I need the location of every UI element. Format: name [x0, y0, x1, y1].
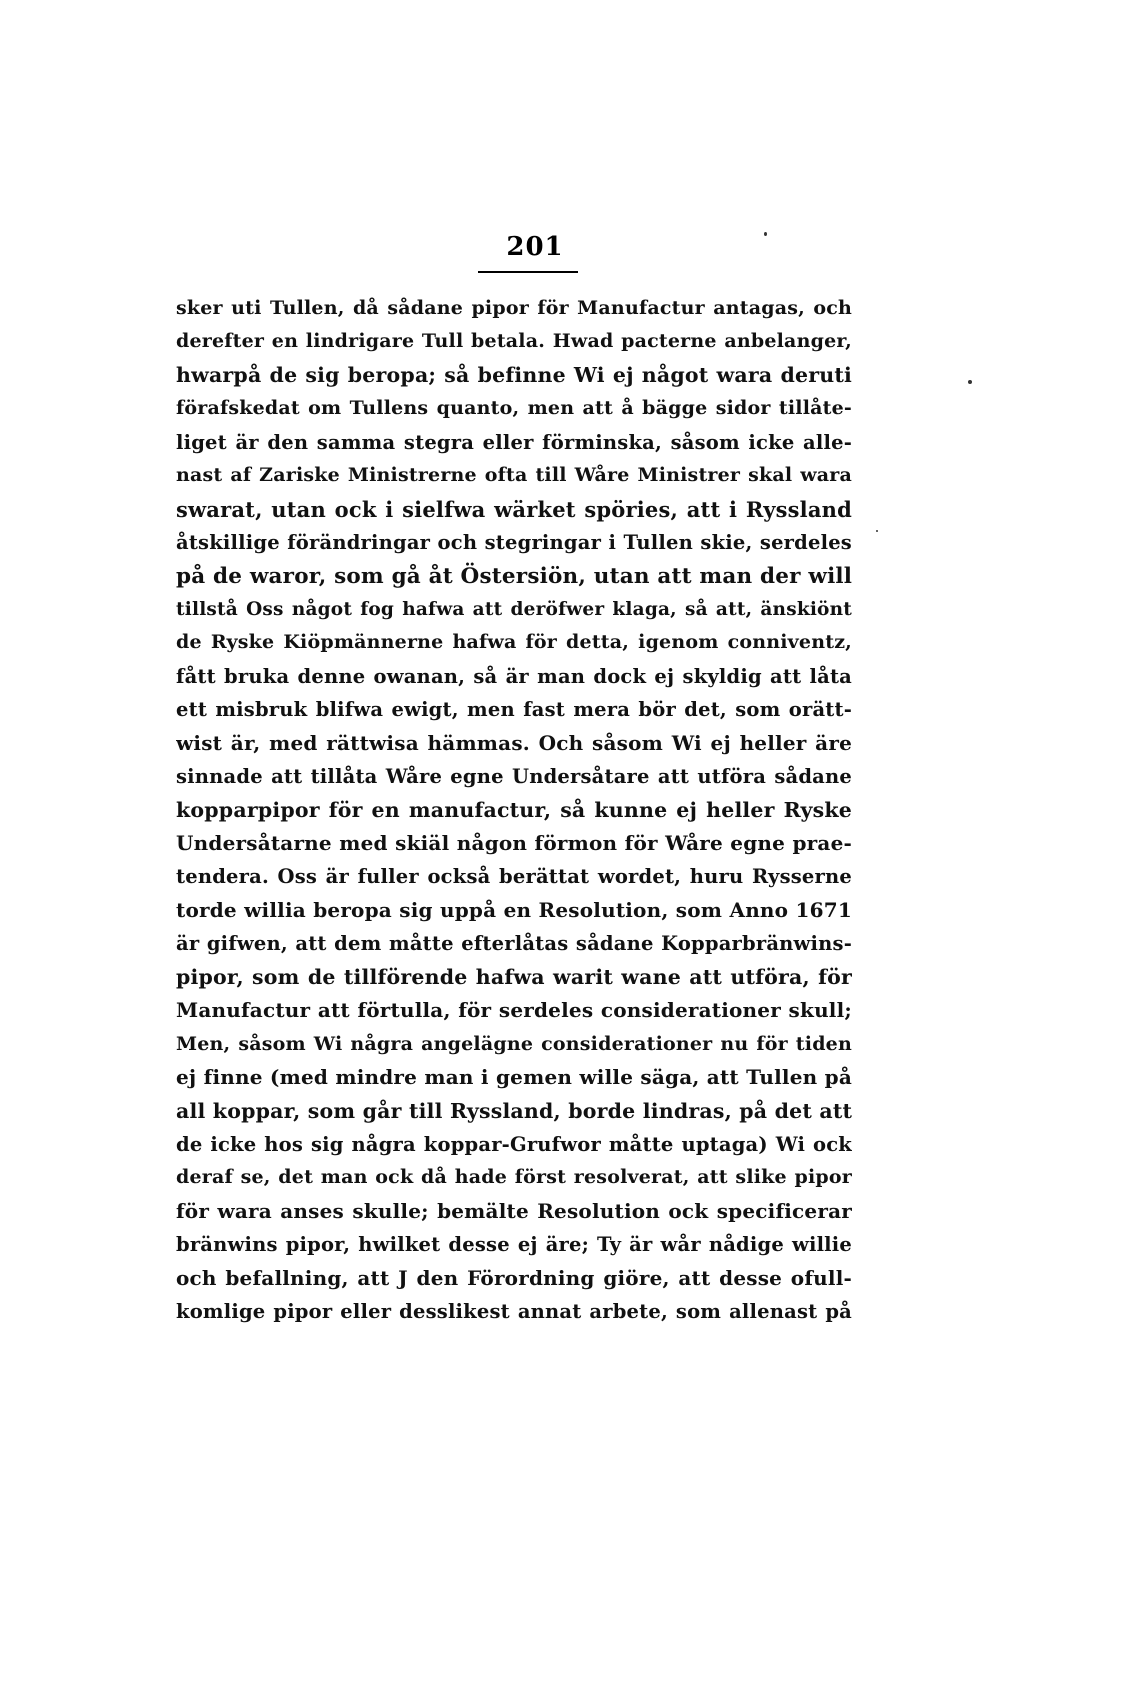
ink-speck — [876, 530, 878, 532]
text-line: kopparpipor för en manufactur, så kunne ej heller Ryske — [176, 797, 852, 822]
text-line: hwarpå de sig beropa; så befinne Wi ej något wara deruti — [176, 362, 852, 387]
text-line: tendera. Oss är fuller också berättat wordet, huru Rysserne — [176, 865, 852, 889]
header-rule — [478, 271, 578, 273]
text-line: tillstå Oss något fog hafwa att deröfwer klaga, så att, änskiönt — [176, 598, 852, 620]
ink-speck — [764, 232, 767, 236]
text-line: komlige pipor eller desslikest annat arbete, som allenast på — [176, 1300, 852, 1324]
text-line: de Ryske Kiöpmännerne hafwa för detta, igenom conniventz, — [176, 631, 852, 654]
text-line: all koppar, som går till Ryssland, borde lindras, på det att — [176, 1098, 852, 1123]
text-line: ej finne (med mindre man i gemen wille säga, att Tullen på — [176, 1065, 852, 1090]
text-line: torde willia beropa sig uppå en Resolution, som Anno 1671 — [176, 897, 852, 922]
text-line: fått bruka denne owanan, så är man dock ej skyldig att låta — [176, 664, 852, 688]
text-line: och befallning, att J den Förordning giöre, att desse ofull- — [176, 1265, 852, 1290]
text-line: Undersåtarne med skiäl någon förmon för Wåre egne prae- — [176, 831, 852, 855]
page-number: 201 — [506, 232, 564, 262]
text-line: de icke hos sig några koppar-Grufwor måtte uptaga) Wi ock — [176, 1132, 852, 1156]
text-line: Men, såsom Wi några angelägne considerationer nu för tiden — [176, 1032, 852, 1055]
body-text — [176, 292, 852, 1329]
text-line: förafskedat om Tullens quanto, men att å bägge sidor tillåte- — [176, 397, 852, 420]
text-line: deraf se, det man ock då hade först resolverat, att slike pipor — [176, 1166, 852, 1189]
text-line: sker uti Tullen, då sådane pipor för Manufactur antagas, och — [176, 297, 852, 319]
text-line: nast af Zariske Ministrerne ofta till Wåre Ministrer skal wara — [176, 464, 852, 487]
text-line: för wara anses skulle; bemälte Resolution ock specificerar — [176, 1198, 852, 1223]
text-line: swarat, utan ock i sielfwa wärket spöries, att i Ryssland — [176, 496, 852, 522]
text-line: på de waror, som gå åt Östersiön, utan att man der will — [176, 563, 852, 589]
text-line: åtskillige förändringar och stegringar i Tullen skie, serdeles — [176, 531, 852, 555]
text-line: är gifwen, att dem måtte efterlåtas sådane Kopparbränwins- — [176, 932, 852, 956]
text-line: pipor, som de tillförende hafwa warit wane att utföra, för — [176, 964, 852, 989]
text-line: sinnade att tillåta Wåre egne Undersåtare att utföra sådane — [176, 765, 852, 789]
text-line: derefter en lindrigare Tull betala. Hwad pacterne anbelanger, — [176, 330, 852, 353]
text-line: Manufactur att förtulla, för serdeles considerationer skull; — [176, 998, 852, 1023]
text-line: wist är, med rättwisa hämmas. Och såsom Wi ej heller äre — [176, 730, 852, 755]
text-line: liget är den samma stegra eller förminska, såsom icke alle- — [176, 430, 852, 454]
text-line: ett misbruk blifwa ewigt, men fast mera bör det, som orätt- — [176, 698, 852, 722]
ink-speck — [968, 380, 972, 384]
text-line: bränwins pipor, hwilket desse ej äre; Ty är wår nådige willie — [176, 1233, 852, 1257]
